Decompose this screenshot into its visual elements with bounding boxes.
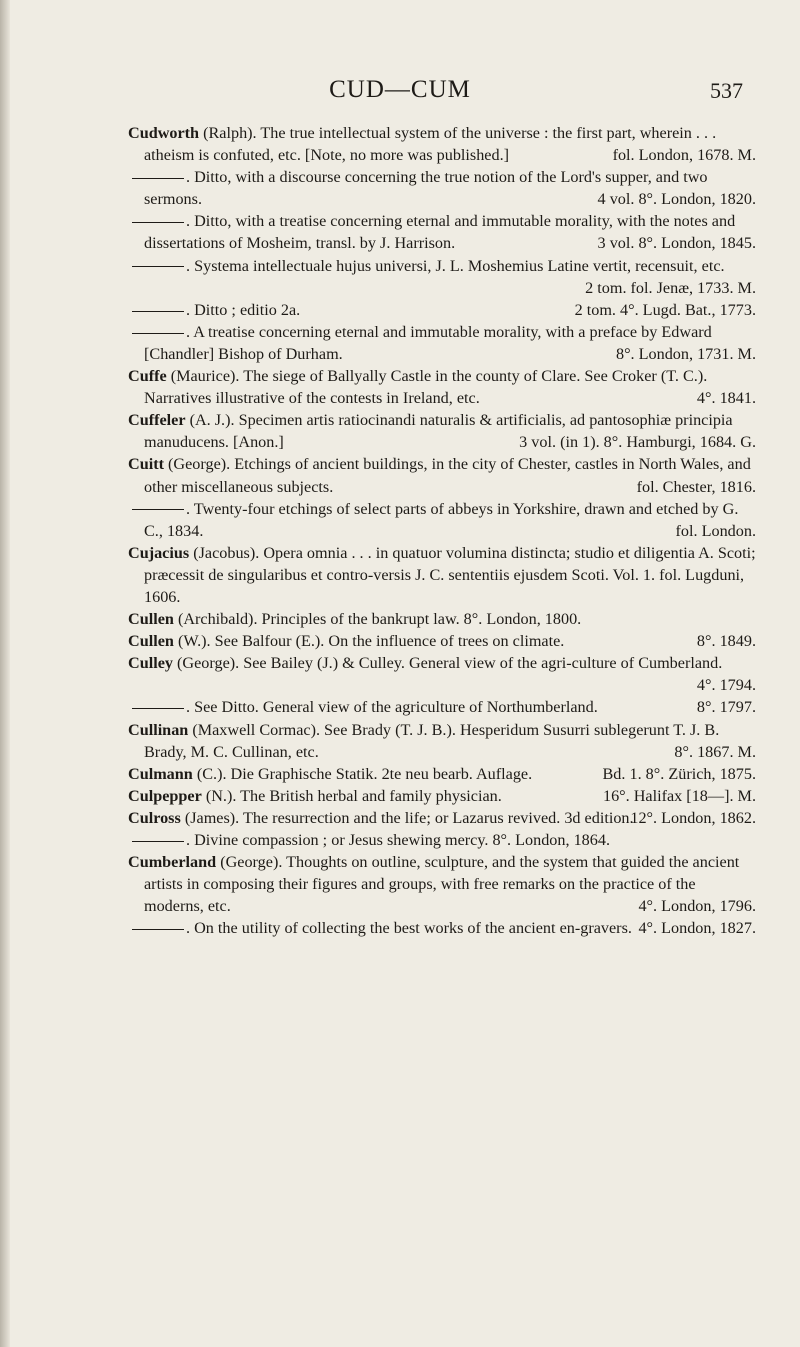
entry-text: . Divine compassion ; or Jesus shewing mercy. 8°. London, 1864. — [186, 831, 610, 849]
ditto-dash — [132, 222, 184, 223]
entry-text: . Systema intellectuale hujus universi, J. L. Moshemius Latine vertit, recensuit, etc. — [186, 256, 725, 275]
entry-text: . Twenty-four etchings of select parts of abbeys in Yorkshire, drawn and etched by G. C., 1834. — [144, 499, 739, 540]
page-number: 537 — [710, 78, 743, 103]
entry-text: (Maurice). The siege of Ballyally Castle in the county of Clare. See Croker (T. C.). Narratives illustrative of the contests in Ireland, etc. — [144, 367, 708, 408]
entry-text: . Ditto, with a treatise concerning eternal and immutable morality, with the notes and dissertations of Mosheim, transl. by J. Harrison. — [144, 212, 736, 253]
catalogue-entry — [128, 630, 756, 652]
entry-heading: Culley — [128, 654, 173, 673]
entry-text: . Ditto ; editio 2a. — [186, 300, 301, 319]
entry-imprint: fol. London, 1678. M. — [612, 146, 756, 165]
catalogue-entry — [128, 608, 756, 630]
entry-heading: Cullen — [128, 610, 174, 629]
page-gutter-shadow — [0, 0, 10, 1347]
entry-imprint: 8°. 1849. — [696, 632, 756, 651]
catalogue-entry — [128, 719, 756, 763]
entry-text: (C.). Die Graphische Statik. 2te neu bearb. Auflage. — [192, 764, 533, 783]
entry-imprint: 4°. 1841. — [696, 389, 756, 408]
entry-text: (Maxwell Cormac). See Brady (T. J. B.). Hesperidum Susurri sublegerunt T. J. B. Brady, M. C. Cullinan, etc. — [144, 720, 720, 761]
entry-text: (A. J.). Specimen artis ratiocinandi naturalis & artificialis, ad pantosophiæ principia manuducens. [Anon.] — [144, 411, 733, 452]
catalogue-entry — [128, 851, 756, 917]
catalogue-entry — [128, 453, 756, 497]
catalogue-entry — [128, 365, 756, 409]
sub-entry — [128, 299, 756, 321]
catalogue-entry — [128, 122, 756, 166]
entry-text: (George). Etchings of ancient buildings, in the city of Chester, castles in North Wales, and other miscellaneous subjects. — [144, 455, 751, 496]
catalogue-entries — [128, 122, 756, 939]
catalogue-entry — [128, 652, 756, 696]
entry-text: . Ditto, with a discourse concerning the true notion of the Lord's supper, and two sermons. — [144, 168, 708, 209]
entry-text: (Ralph). The true intellectual system of the universe : the first part, wherein . . . atheism is confuted, etc. [Note, no more was published.] — [144, 124, 717, 165]
entry-heading: Cujacius — [128, 543, 190, 562]
entry-heading: Culmann — [128, 764, 193, 783]
entry-heading: Cumberland — [128, 853, 217, 872]
entry-text: (W.). See Balfour (E.). On the influence of trees on climate. — [173, 632, 565, 651]
entry-imprint: 4 vol. 8°. London, 1820. — [597, 190, 756, 209]
sub-entry — [128, 210, 756, 254]
ditto-dash — [132, 841, 184, 842]
entry-text: (George). Thoughts on outline, sculpture, and the system that guided the ancient artists in composing their figures and groups, with free remarks on the practice of the moderns, etc. — [144, 853, 740, 916]
ditto-dash — [132, 178, 184, 179]
ditto-dash — [132, 333, 184, 334]
ditto-dash — [132, 311, 184, 312]
entry-heading: Culross — [128, 808, 181, 827]
entry-text: (James). The resurrection and the life; or Lazarus revived. 3d edition. — [180, 808, 634, 827]
sub-entry — [128, 917, 756, 939]
entry-heading: Cuffeler — [128, 411, 186, 430]
entry-text: . A treatise concerning eternal and immutable morality, with a preface by Edward [Chandler] Bishop of Durham. — [144, 322, 712, 363]
entry-text: (Jacobus). Opera omnia . . . in quatuor volumina distincta; studio et diligentia A. Scoti; præcessit de singularibus et contro-versis J. C. sententiis ejusdem Scoti. Vol. 1. fol. Lugduni, 1606. — [144, 543, 756, 606]
entry-imprint: 4°. London, 1827. — [638, 919, 756, 938]
entry-imprint: 3 vol. 8°. London, 1845. — [597, 234, 756, 253]
entry-imprint: 8°. 1797. — [696, 698, 756, 717]
sub-entry — [128, 829, 756, 851]
entry-imprint: 2 tom. fol. Jenæ, 1733. M. — [585, 278, 756, 297]
entry-imprint: 12°. London, 1862. — [630, 808, 756, 827]
running-head: CUD—CUM — [329, 76, 471, 103]
entry-text: . On the utility of collecting the best works of the ancient en-gravers. — [186, 919, 632, 938]
sub-entry — [128, 321, 756, 365]
entry-imprint: 3 vol. (in 1). 8°. Hamburgi, 1684. G. — [519, 433, 756, 452]
catalogue-entry — [128, 785, 756, 807]
catalogue-entry — [128, 807, 756, 829]
entry-heading: Cullinan — [128, 720, 189, 739]
entry-imprint: fol. Chester, 1816. — [636, 477, 756, 496]
entry-imprint: 8°. 1867. M. — [674, 742, 756, 761]
entry-imprint: Bd. 1. 8°. Zürich, 1875. — [602, 764, 756, 783]
entry-heading: Culpepper — [128, 786, 202, 805]
ditto-dash — [132, 708, 184, 709]
sub-entry — [128, 166, 756, 210]
catalogue-entry — [128, 763, 756, 785]
entry-heading: Cuffe — [128, 367, 167, 386]
sub-entry — [128, 255, 756, 299]
ditto-dash — [132, 929, 184, 930]
entry-text: . See Ditto. General view of the agriculture of Northumberland. — [186, 698, 598, 717]
sub-entry — [128, 498, 756, 542]
sub-entry — [128, 696, 756, 718]
entry-heading: Cudworth — [128, 124, 200, 142]
entry-heading: Cuitt — [128, 455, 164, 474]
entry-imprint: 16°. Halifax [18—]. M. — [602, 786, 756, 805]
entry-imprint: 4°. 1794. — [696, 676, 756, 695]
entry-imprint: 8°. London, 1731. M. — [615, 344, 756, 363]
entry-text: (George). See Bailey (J.) & Culley. General view of the agri-culture of Cumberland. — [172, 654, 723, 673]
ditto-dash — [132, 509, 184, 510]
entry-text: (Archibald). Principles of the bankrupt law. 8°. London, 1800. — [173, 610, 582, 629]
entry-imprint: 2 tom. 4°. Lugd. Bat., 1773. — [574, 300, 756, 319]
entry-imprint: 4°. London, 1796. — [638, 897, 756, 916]
ditto-dash — [132, 266, 184, 267]
catalogue-entry — [128, 542, 756, 608]
entry-imprint: fol. London. — [675, 521, 756, 540]
entry-heading: Cullen — [128, 632, 174, 651]
catalogue-entry — [128, 409, 756, 453]
page-header — [0, 76, 800, 116]
entry-text: (N.). The British herbal and family physician. — [201, 786, 502, 805]
